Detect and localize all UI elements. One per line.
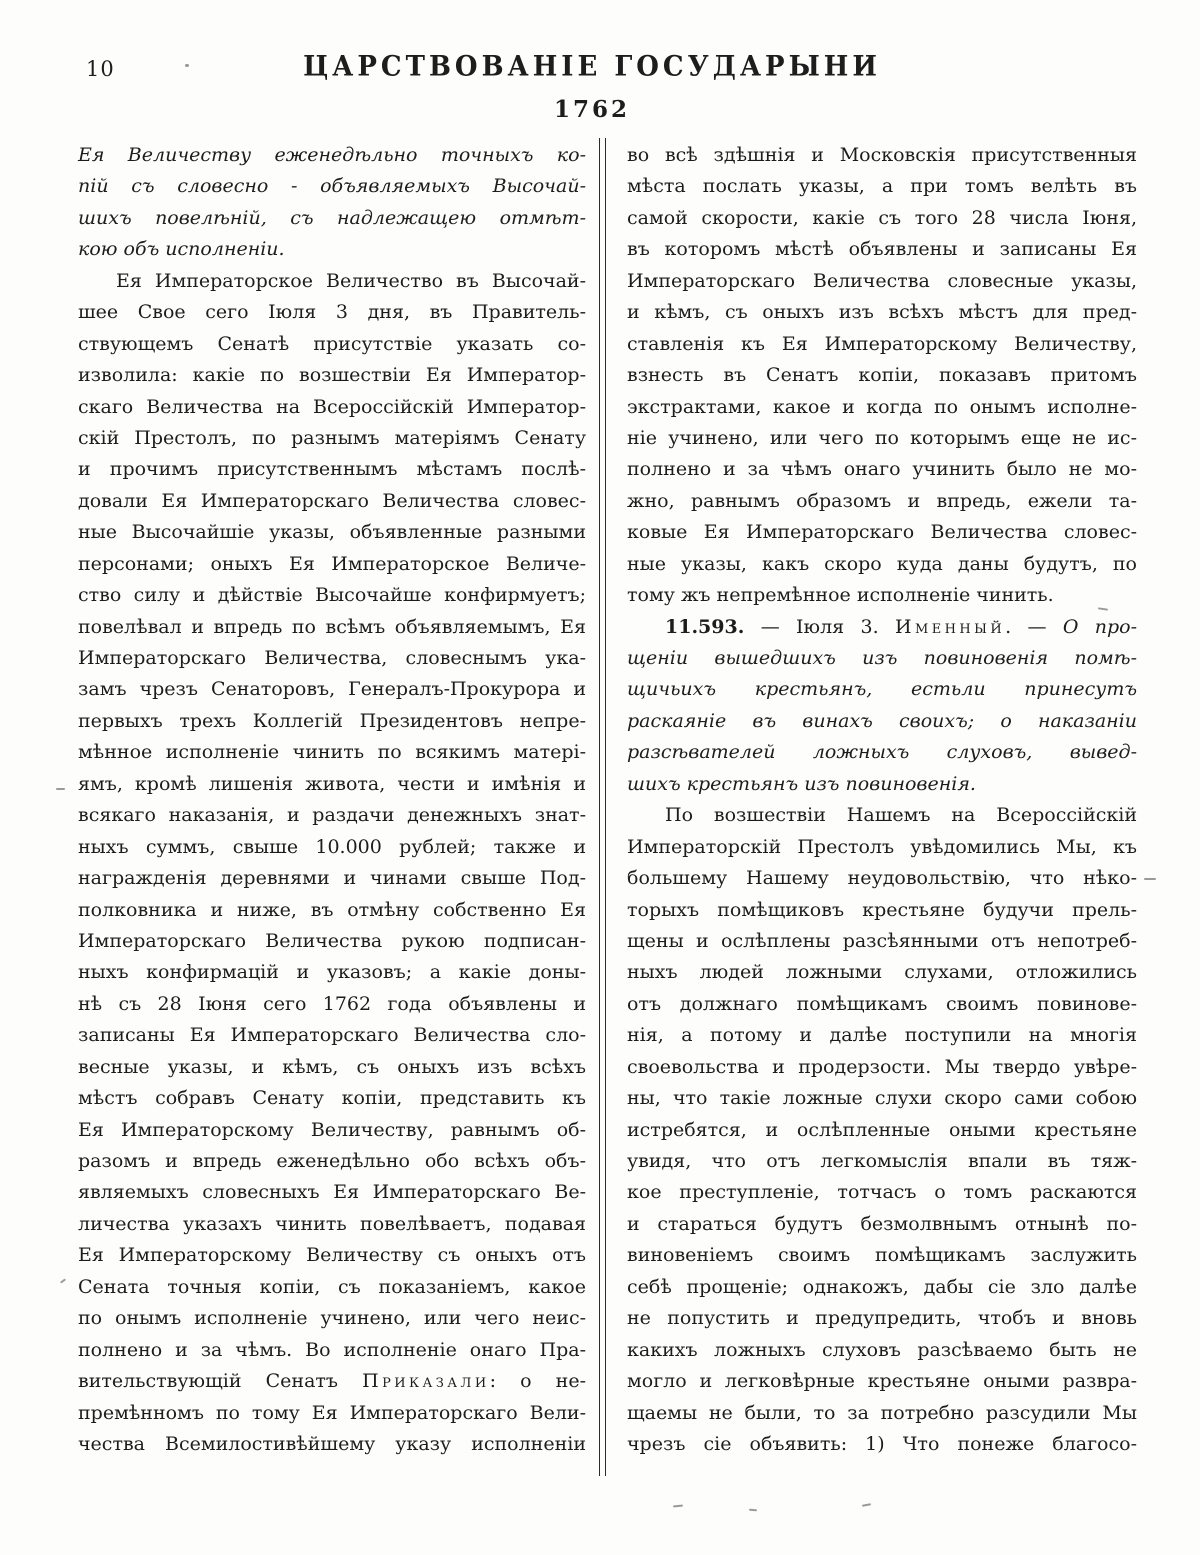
text-segment: ство силу и дѣйствіе Высочайше конфирмуетъ; [78, 584, 586, 607]
text-line [627, 392, 1137, 423]
text-line [627, 171, 1137, 202]
text-line [78, 989, 586, 1020]
text-segment: полнено и за чѣмъ онаго учинить было не мо- [627, 458, 1137, 481]
text-line [627, 832, 1137, 863]
text-segment: кое преступленіе, тотчасъ о томъ раскаются [627, 1181, 1137, 1204]
text-line [78, 800, 586, 831]
text-line [627, 674, 1137, 705]
text-line [78, 423, 586, 454]
text-line [78, 612, 586, 643]
text-line [627, 1209, 1137, 1240]
text-segment: нія, а потому и далѣе поступили на многія [627, 1024, 1137, 1047]
text-line [627, 203, 1137, 234]
text-segment: щены и ослѣплены разсѣянными отъ непотреб- [627, 929, 1137, 952]
text-segment: О про- [1062, 615, 1138, 638]
text-segment: ные указы, какъ скоро куда даны будутъ, по [627, 552, 1137, 575]
text-segment: увидя, что отъ легкомыслія впали въ тяж- [627, 1150, 1137, 1172]
text-segment: награжденія деревнями и чинами свыше Под- [78, 867, 586, 890]
text-segment: ны, что такіе ложные слухи скоро сами собою [627, 1087, 1137, 1110]
text-line [627, 140, 1137, 171]
text-line [78, 1335, 586, 1366]
text-segment: Императорскаго Величества словесные указы, [627, 269, 1137, 292]
left-column [78, 140, 586, 1460]
text-line [627, 863, 1137, 894]
text-line [627, 737, 1137, 768]
right-column [627, 140, 1137, 1460]
text-segment: 11.593. [665, 615, 745, 638]
scan-artifact [60, 1278, 66, 1283]
text-segment: Императорскаго Величества рукою подписан- [78, 929, 586, 952]
text-line [627, 643, 1137, 674]
text-line [78, 360, 586, 391]
text-segment: Ея Величеству еженедѣльно точныхъ ко- [78, 144, 586, 166]
text-segment: и прочимъ присутственнымъ мѣстамъ послѣ- [78, 458, 586, 481]
text-segment: во всѣ здѣшнія и Московскія присутственныя [627, 144, 1137, 166]
text-segment: ные Высочайшіе указы, объявленные разными [78, 521, 586, 544]
text-segment: личества указахъ чинить повелѣваетъ, подавая [78, 1212, 586, 1235]
text-line [627, 1398, 1137, 1429]
text-line [627, 706, 1137, 737]
text-segment: Императорскаго Величества, словеснымъ ука- [78, 647, 586, 669]
text-segment: скаго Величества на Всероссійскій Император- [78, 395, 586, 418]
text-line [78, 1052, 586, 1083]
text-segment: ныхъ людей ложными слухами, отложились [627, 961, 1137, 984]
text-segment: Сената точныя копіи, съ показаніемъ, какое [78, 1275, 586, 1298]
text-line [627, 1177, 1137, 1208]
text-segment: себѣ прощеніе; однакожъ, дабы сіе зло далѣе [627, 1275, 1137, 1298]
text-line [627, 957, 1137, 988]
text-segment: истребятся, и ослѣпленные оными крестьяне [627, 1118, 1137, 1141]
text-segment: щеніи вышедшихъ изъ повиновенія помѣ- [627, 647, 1137, 669]
text-segment: чества Всемилостивѣйшему указу исполненіи [78, 1432, 586, 1455]
text-segment: раскаяніе въ винахъ своихъ; о наказаніи [627, 709, 1137, 732]
text-segment: шее Свое сего Іюля 3 дня, въ Правитель- [78, 301, 586, 324]
text-line [78, 517, 586, 548]
text-segment: записаны Ея Императорскаго Величества сло- [78, 1024, 586, 1047]
text-line [78, 926, 586, 957]
text-line [78, 1146, 586, 1177]
text-line [78, 329, 586, 360]
text-line [78, 957, 586, 988]
text-segment: полковника и ниже, въ отмѣну собственно Ея [78, 898, 586, 921]
text-segment: Ея Императорскому Величеству, равнымъ об- [78, 1118, 586, 1141]
text-line [78, 297, 586, 328]
text-segment: щичьихъ крестьянъ, естьли принесутъ [627, 678, 1137, 701]
text-line [627, 1366, 1137, 1397]
scan-artifact [1144, 878, 1156, 880]
text-segment: виновеніемъ своимъ помѣщикамъ заслужить [627, 1244, 1137, 1267]
text-segment: ныхъ суммъ, свыше 10.000 рублей; также и [78, 835, 586, 858]
text-line [78, 1020, 586, 1051]
text-line [627, 454, 1137, 485]
text-segment: Ея Императорскому Величеству съ оныхъ отъ [78, 1244, 586, 1267]
scan-artifact [862, 1503, 871, 1507]
text-line [78, 674, 586, 705]
text-line [78, 203, 586, 234]
text-segment: мѣнное исполненіе чинить по всякимъ матері- [78, 741, 586, 764]
text-segment: чрезъ сіе объявить: 1) Что понеже благосо- [627, 1432, 1137, 1455]
text-segment: . — [1005, 615, 1063, 638]
text-line [627, 1146, 1137, 1177]
scan-artifact [749, 1509, 757, 1512]
text-line [78, 832, 586, 863]
text-segment: первыхъ трехъ Коллегій Президентовъ непре- [78, 709, 586, 732]
text-segment: нѣ съ 28 Іюня сего 1762 года объявлены и [78, 992, 586, 1015]
text-line [78, 171, 586, 202]
text-line [78, 737, 586, 768]
page-number: 10 [86, 57, 115, 81]
text-line [78, 1366, 586, 1397]
text-line [78, 234, 586, 265]
text-line [78, 486, 586, 517]
page-title: ЦАРСТВОВАНІЕ ГОСУДАРЫНИ [303, 50, 881, 84]
text-segment: самой скорости, какіе съ того 28 числа Іюня, [627, 206, 1137, 229]
text-line [78, 1115, 586, 1146]
text-segment: взнесть въ Сенатъ копіи, показавъ притомъ [627, 364, 1137, 387]
text-segment: ямъ, кромѣ лишенія живота, чести и имѣнія и [78, 772, 586, 795]
text-line [627, 1303, 1137, 1334]
text-segment: не попустить и предупредить, чтобъ и вновь [627, 1307, 1137, 1330]
text-line [78, 392, 586, 423]
text-segment: и стараться будутъ безмолвнымъ отнынѣ по- [627, 1212, 1137, 1235]
text-segment: ствующемъ Сенатѣ присутствіе указать со- [78, 332, 586, 355]
text-line [627, 580, 1137, 611]
text-line [627, 769, 1137, 800]
scan-artifact [56, 788, 65, 790]
text-segment: пій съ словесно - объявляемыхъ Высочай- [78, 175, 586, 198]
text-segment: По возшествіи Нашемъ на Всероссійскій [665, 804, 1137, 827]
text-segment: Именный [894, 615, 1006, 638]
text-line [627, 1115, 1137, 1146]
text-line [627, 1335, 1137, 1366]
text-line [78, 580, 586, 611]
text-segment: какихъ ложныхъ слуховъ разсѣваемо быть не [627, 1338, 1137, 1361]
text-line [78, 769, 586, 800]
text-segment: замъ чрезъ Сенаторовъ, Генералъ-Прокурора и [78, 678, 586, 701]
text-segment: вительствующій Сенатъ [78, 1370, 363, 1393]
text-line [78, 549, 586, 580]
text-segment: въ которомъ мѣстѣ объявлены и записаны Ея [627, 238, 1137, 261]
text-segment: тому жъ непремѣнное исполненіе чинить. [627, 584, 1054, 607]
text-segment: жно, равнымъ образомъ и впредь, ежели та- [627, 489, 1137, 512]
text-line [78, 1209, 586, 1240]
text-segment: по онымъ исполненіе учинено, или чего неис- [78, 1307, 586, 1330]
text-segment: шихъ повелѣній, съ надлежащею отмѣт- [78, 206, 586, 229]
text-segment: большему Нашему неудовольствію, что нѣко- [627, 867, 1137, 890]
text-line [78, 140, 586, 171]
text-line [627, 329, 1137, 360]
text-segment: весные указы, и кѣмъ, съ оныхъ изъ всѣхъ [78, 1055, 586, 1078]
scan-artifact [185, 64, 189, 67]
text-segment: мѣстъ собравъ Сенату копіи, представить къ [78, 1087, 586, 1110]
text-segment: персонами; оныхъ Ея Императорское Величе- [78, 552, 586, 575]
text-line [78, 1429, 586, 1460]
text-segment: отъ должнаго помѣщикамъ своимъ повинове- [627, 992, 1137, 1015]
text-line [627, 360, 1137, 391]
text-segment: Приказали [362, 1370, 490, 1393]
text-line [627, 549, 1137, 580]
text-segment: ставленія къ Ея Императорскому Величеству, [627, 332, 1137, 355]
text-line [78, 863, 586, 894]
text-line [627, 1020, 1137, 1051]
text-segment: — Іюля 3. [744, 615, 895, 638]
text-line [78, 454, 586, 485]
text-segment: всякаго наказанія, и раздачи денежныхъ знат- [78, 804, 586, 827]
text-segment: торыхъ помѣщиковъ крестьяне будучи прель- [627, 898, 1137, 921]
column-divider [599, 138, 606, 1476]
text-line [627, 297, 1137, 328]
text-line [627, 895, 1137, 926]
text-segment: кою объ исполненіи. [78, 238, 285, 261]
text-segment: шихъ крестьянъ изъ повиновенія. [627, 772, 976, 795]
text-line [627, 612, 1137, 643]
text-line [627, 926, 1137, 957]
text-line [627, 486, 1137, 517]
text-segment: мѣста послать указы, а при томъ велѣть въ [627, 175, 1137, 198]
text-segment: полнено и за чѣмъ. Во исполненіе онаго Пра- [78, 1338, 586, 1361]
text-line [627, 989, 1137, 1020]
text-segment: скій Престолъ, по разнымъ матеріямъ Сенату [78, 426, 586, 449]
text-line [78, 266, 586, 297]
text-segment: ныхъ конфирмацій и указовъ; а какіе доны- [78, 961, 586, 984]
text-line [627, 517, 1137, 548]
text-line [627, 1429, 1137, 1460]
text-segment: могло и легковѣрные крестьяне оными развра- [627, 1370, 1137, 1393]
text-segment: премѣнномъ по тому Ея Императорскаго Вели- [78, 1401, 586, 1424]
text-segment: изволила: какіе по возшествіи Ея Император- [78, 364, 586, 387]
text-segment: своевольства и продерзости. Мы твердо увѣре- [627, 1055, 1137, 1078]
page-year: 1762 [553, 96, 630, 123]
scan-artifact [673, 1504, 683, 1507]
text-segment: повелѣвал и впредь по всѣмъ объявляемымъ, Ея [78, 615, 586, 638]
text-line [627, 1272, 1137, 1303]
text-line [78, 1272, 586, 1303]
text-segment: разсѣвателей ложныхъ слуховъ, вывед- [627, 741, 1137, 764]
text-line [78, 1177, 586, 1208]
text-segment: Императорскій Престолъ увѣдомились Мы, къ [627, 835, 1137, 858]
text-segment: щаемы не были, то за потребно разсудили Мы [627, 1401, 1137, 1424]
text-line [627, 800, 1137, 831]
text-segment: экстрактами, какое и когда по онымъ исполне- [627, 395, 1137, 418]
text-line [78, 706, 586, 737]
text-segment: являемыхъ словесныхъ Ея Императорскаго Ве- [78, 1181, 586, 1204]
text-line [627, 234, 1137, 265]
text-line [78, 643, 586, 674]
text-segment: и кѣмъ, съ оныхъ изъ всѣхъ мѣстъ для пред- [627, 301, 1137, 324]
text-line [78, 1083, 586, 1114]
text-segment: разомъ и впредь еженедѣльно обо всѣхъ объ- [78, 1150, 586, 1172]
text-line [627, 1240, 1137, 1271]
text-segment: ковые Ея Императорскаго Величества словес- [627, 521, 1137, 544]
text-line [78, 1303, 586, 1334]
text-line [627, 1052, 1137, 1083]
text-line [78, 895, 586, 926]
text-line [627, 266, 1137, 297]
text-line [78, 1398, 586, 1429]
text-segment: ніе учинено, или чего по которымъ еще не ис- [627, 426, 1137, 449]
text-segment: : о не- [489, 1370, 586, 1393]
text-segment: Ея Императорское Величество въ Высочай- [116, 269, 586, 292]
text-line [627, 423, 1137, 454]
text-segment: довали Ея Императорскаго Величества словес- [78, 489, 586, 512]
text-line [627, 1083, 1137, 1114]
text-line [78, 1240, 586, 1271]
